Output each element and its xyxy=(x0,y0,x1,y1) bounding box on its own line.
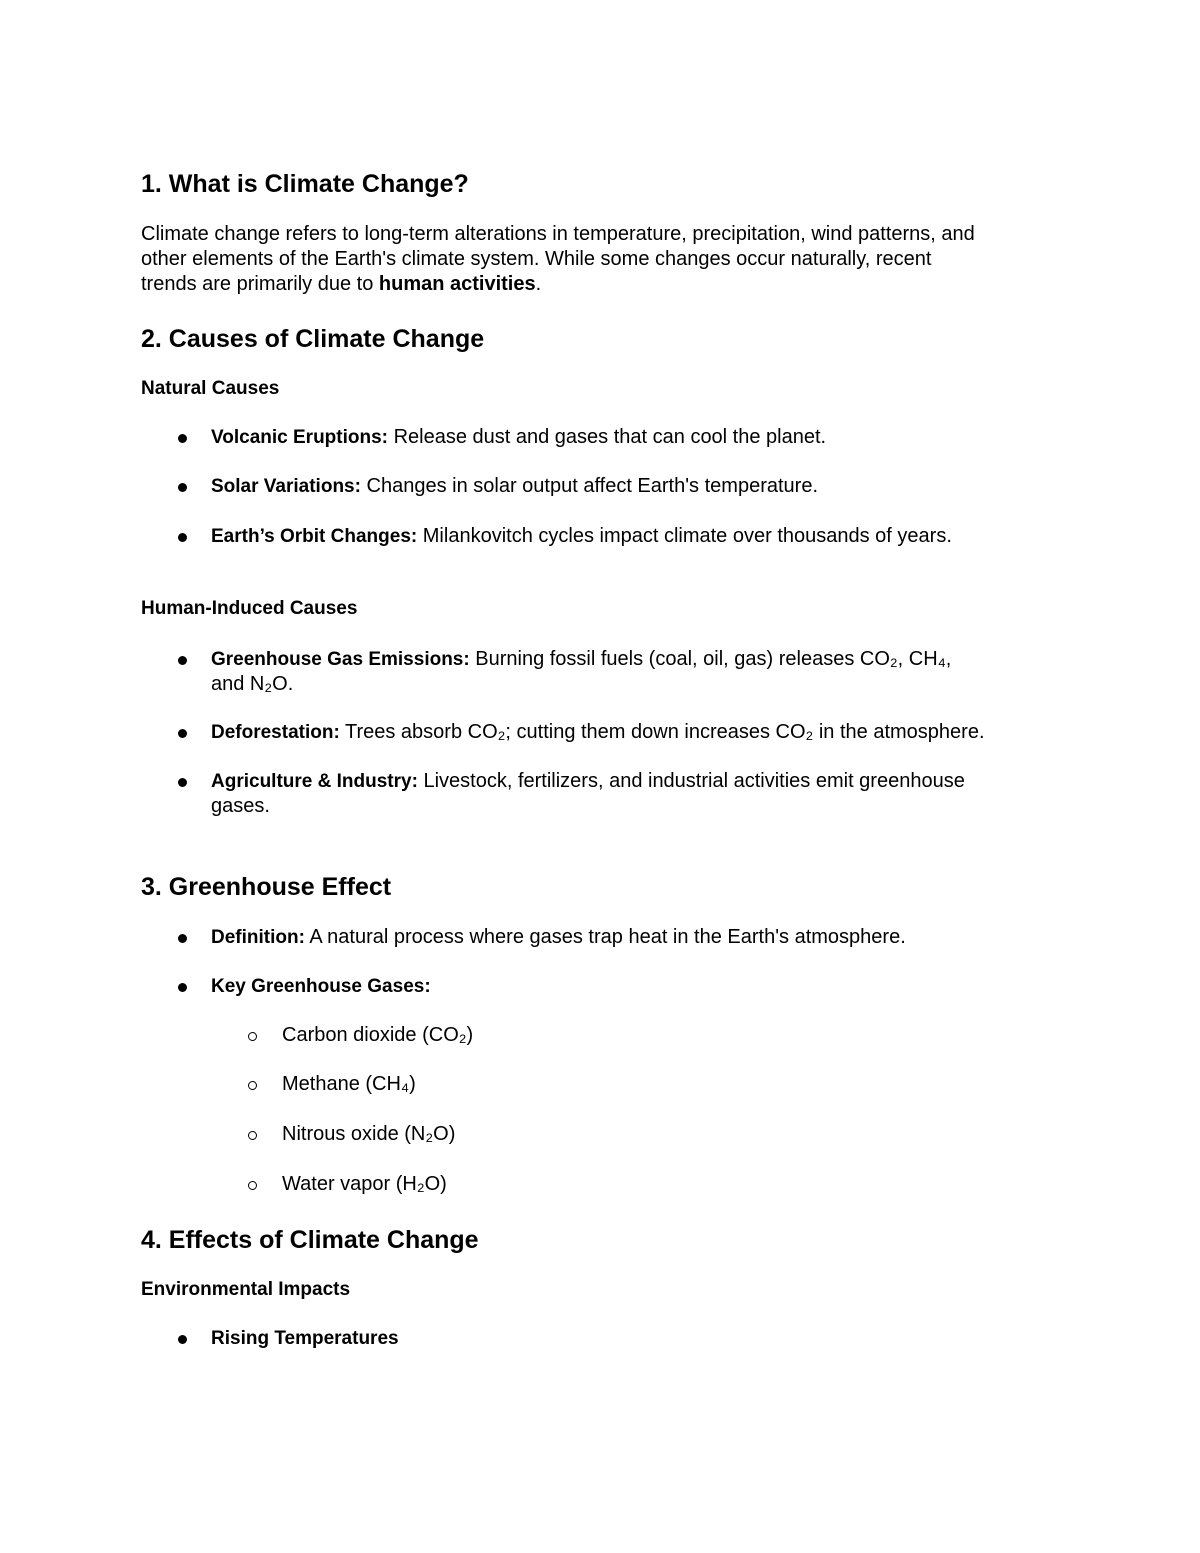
gas-item: Carbon dioxide (CO₂) xyxy=(282,1024,474,1046)
list-item xyxy=(211,974,1071,999)
item-text: Changes in solar output affect Earth's temperature. xyxy=(360,475,818,497)
bullet-icon xyxy=(178,729,187,738)
bullet-icon xyxy=(178,1335,187,1344)
hollow-bullet-icon xyxy=(248,1081,257,1090)
paragraph-line: other elements of the Earth's climate system. While some changes occur naturally, recent xyxy=(141,248,932,270)
bullet-icon xyxy=(178,934,187,943)
item-term: Volcanic Eruptions: xyxy=(211,427,389,448)
hollow-bullet-icon xyxy=(248,1032,257,1041)
item-term: Greenhouse Gas Emissions: xyxy=(211,649,470,670)
list-item xyxy=(211,524,1071,549)
bullet-icon xyxy=(178,533,187,542)
item-text: Release dust and gases that can cool the planet. xyxy=(388,426,827,448)
item-line: gases. xyxy=(211,795,270,817)
paragraph-text: . xyxy=(535,273,542,295)
section-1-paragraph xyxy=(141,222,1061,297)
item-term: Key Greenhouse Gases: xyxy=(211,976,431,997)
gas-item: Methane (CH₄) xyxy=(282,1073,416,1095)
list-item xyxy=(211,425,1071,450)
list-item xyxy=(211,1326,1071,1351)
section-1-heading: 1. What is Climate Change? xyxy=(141,170,469,198)
gas-item: Nitrous oxide (N₂O) xyxy=(282,1123,456,1145)
section-3-heading: 3. Greenhouse Effect xyxy=(141,873,392,901)
emphasis-text: human activities xyxy=(378,273,536,295)
item-text: Milankovitch cycles impact climate over thousands of years. xyxy=(417,525,952,547)
item-term: Agriculture & Industry: xyxy=(211,771,418,792)
item-term: Rising Temperatures xyxy=(211,1328,399,1349)
natural-causes-title: Natural Causes xyxy=(141,378,280,399)
section-4-heading: 4. Effects of Climate Change xyxy=(141,1226,479,1254)
bullet-icon xyxy=(178,778,187,787)
paragraph-line: Climate change refers to long-term alterations in temperature, precipitation, wind patterns, and xyxy=(141,223,975,245)
bullet-icon xyxy=(178,983,187,992)
human-causes-title: Human-Induced Causes xyxy=(141,598,358,619)
bullet-icon xyxy=(178,656,187,665)
bullet-icon xyxy=(178,434,187,443)
item-term: Solar Variations: xyxy=(211,476,361,497)
item-line: and N₂O. xyxy=(211,673,294,695)
list-item xyxy=(211,647,1071,697)
hollow-bullet-icon xyxy=(248,1131,257,1140)
item-text: Livestock, fertilizers, and industrial activities emit greenhouse xyxy=(417,770,965,792)
item-line xyxy=(211,769,1071,794)
environmental-impacts-title: Environmental Impacts xyxy=(141,1279,351,1300)
item-text: Trees absorb CO₂; cutting them down increases CO₂ in the atmosphere. xyxy=(339,721,985,743)
bullet-icon xyxy=(178,483,187,492)
list-item xyxy=(211,720,1071,745)
list-item xyxy=(211,769,1071,819)
list-item xyxy=(211,474,1071,499)
paragraph-line xyxy=(141,272,1061,297)
item-text: A natural process where gases trap heat in the Earth's atmosphere. xyxy=(304,926,906,948)
section-2-heading: 2. Causes of Climate Change xyxy=(141,325,485,353)
item-term: Deforestation: xyxy=(211,722,340,743)
item-term: Definition: xyxy=(211,927,305,948)
gas-item: Water vapor (H₂O) xyxy=(282,1173,447,1195)
item-term: Earth’s Orbit Changes: xyxy=(211,526,418,547)
list-item xyxy=(211,925,1071,950)
item-line xyxy=(211,647,1071,672)
paragraph-text: trends are primarily due to xyxy=(141,273,379,295)
item-text: Burning fossil fuels (coal, oil, gas) releases CO₂, CH₄, xyxy=(469,648,952,670)
hollow-bullet-icon xyxy=(248,1181,257,1190)
